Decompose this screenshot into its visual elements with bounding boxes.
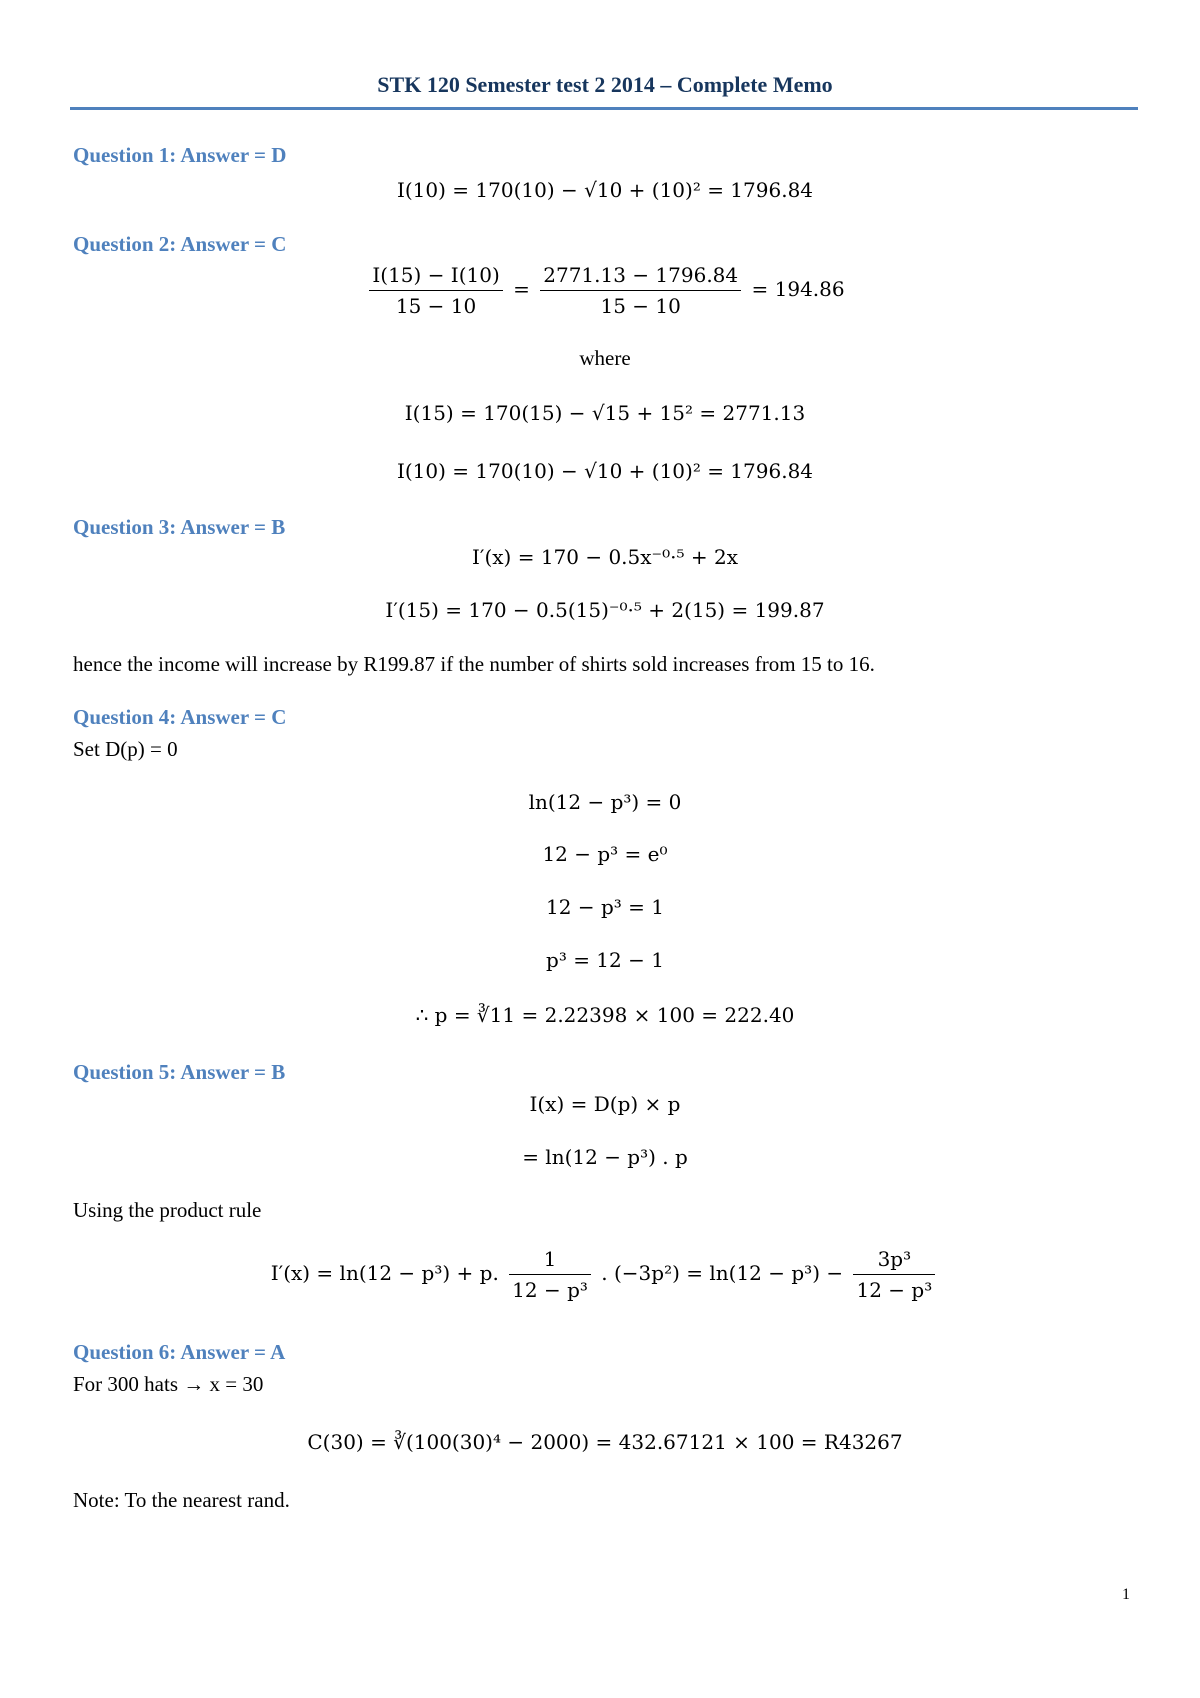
q5-fraction-2-denominator: 12 − p³ (856, 1278, 933, 1302)
q5-fraction-1-denominator: 12 − p³ (512, 1278, 588, 1302)
q4-step-4: p³ = 12 − 1 (546, 948, 664, 972)
q5-derivative-mid: . (−3p²) = ln(12 − p³) − (601, 1261, 844, 1285)
q4-step-1: ln(12 − p³) = 0 (528, 790, 682, 814)
q5-derivative (0, 1244, 1200, 1305)
q5-income: I(x) = D(p) × p (529, 1092, 681, 1116)
q3-derivative-at-15: I′(15) = 170 − 0.5(15)⁻⁰·⁵ + 2(15) = 199.87 (385, 598, 825, 622)
q6-cost-equation: C(30) = ∛(100(30)⁴ − 2000) = 432.67121 × 100 = R43267 (307, 1430, 903, 1454)
q2-equation-i10: I(10) = 170(10) − √10 + (10)² = 1796.84 (396, 459, 814, 483)
q2-equation-i15: I(15) = 170(15) − √15 + 15² = 2771.13 (404, 401, 806, 425)
q5-fraction-2-numerator: 3p³ (853, 1244, 935, 1275)
question-3-heading: Question 3: Answer = B (73, 515, 286, 539)
q2-fraction-1-numerator: I(15) − I(10) (369, 260, 502, 291)
q2-fraction-2-denominator: 15 − 10 (600, 294, 681, 318)
question-4-heading: Question 4: Answer = C (73, 705, 287, 729)
q2-fraction-2-numerator: 2771.13 − 1796.84 (540, 260, 741, 291)
q4-step-3: 12 − p³ = 1 (546, 895, 664, 919)
page-title: STK 120 Semester test 2 2014 – Complete Memo (377, 72, 833, 97)
q4-set-line: Set D(p) = 0 (73, 737, 178, 761)
q5-product-rule: Using the product rule (73, 1198, 262, 1222)
q2-fraction-1-denominator: 15 − 10 (395, 294, 477, 318)
q2-fraction-1 (369, 260, 502, 321)
q5-income-expanded: = ln(12 − p³) . p (522, 1145, 688, 1169)
q2-where: where (579, 346, 631, 370)
q3-derivative: I′(x) = 170 − 0.5x⁻⁰·⁵ + 2x (472, 545, 738, 569)
page-number: 1 (1122, 1586, 1130, 1603)
question-2-heading: Question 2: Answer = C (73, 232, 287, 256)
question-5-heading: Question 5: Answer = B (73, 1060, 286, 1084)
q5-fraction-1 (509, 1244, 591, 1305)
q4-step-2: 12 − p³ = e⁰ (542, 842, 668, 866)
q6-note: Note: To the nearest rand. (73, 1488, 290, 1512)
q5-fraction-2 (853, 1244, 935, 1305)
q2-fraction-2 (540, 260, 741, 321)
q5-fraction-1-numerator: 1 (509, 1244, 591, 1275)
q1-equation: I(10) = 170(10) − √10 + (10)² = 1796.84 (396, 178, 814, 202)
title-rule (70, 107, 1138, 110)
q6-for-line: For 300 hats → x = 30 (73, 1372, 264, 1396)
q2-difference-quotient: $\frac{I(15) - I(10)}{15 - 10}$ = $\frac{2771.13 - 1796.84}{15 - 10}$ = 194.86 (0, 260, 1200, 321)
q2-result: = 194.86 (751, 277, 845, 301)
q3-note: hence the income will increase by R199.87 if the number of shirts sold increases from 15 to 16. (73, 652, 875, 676)
q5-derivative-lhs: I′(x) = ln(12 − p³) + p. (270, 1261, 499, 1285)
question-6-heading: Question 6: Answer = A (73, 1340, 286, 1364)
question-1-heading: Question 1: Answer = D (73, 143, 287, 167)
q4-step-5: ∴ p = ∛11 = 2.22398 × 100 = 222.40 (415, 1003, 795, 1027)
